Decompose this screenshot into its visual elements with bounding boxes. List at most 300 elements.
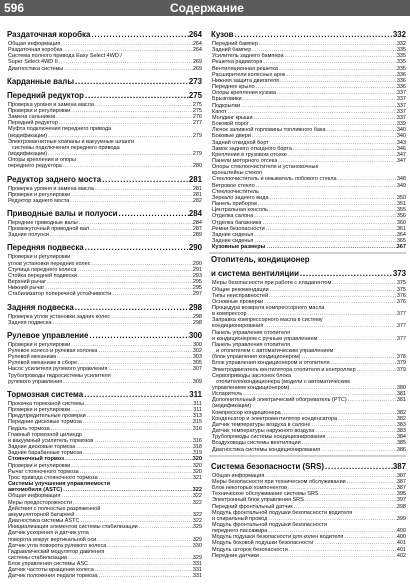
toc-entry-page: 387	[396, 472, 406, 479]
toc-entry-page: 379	[396, 366, 406, 373]
toc-entry-page: 381	[396, 397, 406, 404]
toc-entry-title: Нижний рычаг	[8, 285, 45, 292]
toc-entry-title: Модуль фронтальной подушки безопасности	[212, 521, 328, 528]
toc-entry-page: 376	[396, 292, 406, 299]
toc-entry-title: Сервоприводы заслонок блока	[212, 372, 292, 379]
toc-entry-page: 329	[192, 524, 202, 531]
toc-entry-page: 331	[192, 573, 202, 580]
toc-entry-title: Приводные валы и полуоси	[7, 208, 118, 218]
dot-leader	[299, 269, 393, 278]
toc-entry-title: Проверки и регулировки	[8, 462, 71, 469]
toc-entry-title: Панель управления отопителя	[212, 329, 291, 336]
toc-entry-title: Проверки и регулировки	[8, 254, 71, 261]
toc-entry-title: Переднее крыло	[212, 84, 255, 91]
dot-leader	[117, 209, 188, 218]
toc-entry-page: 275	[192, 101, 202, 108]
dot-leader	[234, 30, 393, 39]
toc-section-heading[interactable]	[209, 255, 406, 264]
toc-entry-page: 376	[396, 298, 406, 305]
toc-entry-page: 320	[192, 456, 202, 463]
toc-entry-title: аккумуляторной батареей	[8, 511, 75, 518]
toc-entry-title: Опоры крепления кузова	[212, 90, 276, 97]
toc-entry-title: Стабилизатор поперечной устойчивости	[8, 291, 112, 298]
toc-entry-page: 290	[192, 260, 202, 267]
toc-entry-page: 269	[192, 59, 202, 66]
toc-entry-page: 298	[192, 319, 202, 326]
toc-entry-title: Электродвигатель вентилятора отопителя и контроллер	[212, 366, 356, 373]
toc-entry-title: Промежуточный приводной вал	[8, 226, 90, 233]
toc-entry-page: 297	[192, 291, 202, 298]
toc-entry-title: Зеркало заднего вида	[212, 194, 269, 201]
toc-entry-page: 281	[192, 185, 202, 192]
toc-entry-page: 322	[192, 493, 202, 500]
toc-entry-page: 307	[192, 366, 202, 373]
toc-entry-title: Диагностика системы	[8, 65, 64, 72]
toc-entry-page: 322	[192, 487, 202, 494]
toc-entry-page: 320	[192, 462, 202, 469]
section-divider	[209, 252, 406, 254]
toc-entry-title: Рулевой механизм	[8, 354, 56, 361]
toc-section-heading[interactable]	[209, 269, 406, 278]
toc-entry-page: 298	[192, 313, 202, 320]
toc-entry-title: Действия с полностью разряженной	[8, 505, 101, 512]
toc-entry-page: 264	[188, 30, 202, 39]
toc-entry-title: Рулевое управление	[7, 330, 89, 340]
toc-entry-title: Передняя подвеска	[7, 243, 84, 253]
toc-entry-page: 387	[396, 485, 406, 492]
toc-entry[interactable]	[5, 198, 202, 204]
toc-entry-page: 276	[192, 114, 202, 121]
toc-subsection-heading[interactable]	[209, 244, 406, 250]
toc-entry-page: 335	[396, 59, 406, 66]
toc-entry[interactable]	[209, 553, 406, 559]
toc-entry-page: 293	[192, 272, 202, 279]
toc-entry-page: 340	[396, 127, 406, 134]
toc-entry-title: Задняя подвеска	[7, 302, 74, 312]
toc-entry-page: 340	[396, 133, 406, 140]
toc-entry-page: 337	[396, 114, 406, 121]
toc-entry-title: Главный тормозной цилиндр	[8, 431, 82, 438]
toc-entry-title: Датчик угла поворота рулевого колеса	[8, 542, 107, 549]
toc-entry-title: Верхний рычаг	[8, 279, 47, 286]
toc-entry-title: Модуль фронтальной подушки безопасности водителя	[212, 509, 353, 516]
toc-entry-page: 375	[396, 286, 406, 293]
page-title: Содержание	[170, 1, 244, 15]
toc-entry-page: 302	[192, 348, 202, 354]
toc-entry[interactable]	[5, 232, 202, 238]
dot-leader	[106, 543, 193, 549]
toc-entry-title: Испаритель	[212, 391, 243, 398]
toc-entry-title: Датчик ускорения и датчик угла	[8, 530, 89, 537]
toc-entry-page: 378	[396, 354, 406, 361]
toc-entry-title: и кондиционером с ручным управлением	[212, 335, 318, 342]
toc-entry-title: Датчик температуры наружного воздуха	[212, 428, 315, 435]
toc-entry-page: 346	[396, 145, 406, 152]
toc-entry-page: 356	[396, 213, 406, 220]
toc-entry-title: Меры предосторожности	[8, 499, 72, 506]
toc-entry-title: Педаль тормоза	[8, 425, 50, 432]
toc-entry-page: 347	[396, 151, 406, 158]
page-header	[0, 0, 410, 16]
dot-leader	[111, 291, 192, 297]
dot-leader	[88, 331, 188, 340]
toc-entry-title: и система вентиляции	[211, 269, 299, 279]
toc-entry-title: и вакуумный усилитель тормозов	[8, 437, 94, 444]
toc-entry-page: 384	[396, 434, 406, 441]
toc-entry-page: 347	[396, 157, 406, 164]
toc-entry-title: Проверка уровня и замена масла	[8, 185, 94, 192]
toc-entry[interactable]	[5, 163, 202, 169]
toc-entry-title: Электромагнитные клапаны и вакуумные шланги	[8, 138, 135, 145]
toc-entry-title: Задний бампер	[212, 47, 252, 54]
toc-entry-title: Передние приводные валы	[8, 219, 78, 226]
toc-entry-page: 383	[396, 428, 406, 435]
toc-entry-page: 322	[192, 511, 202, 518]
toc-entry-page: 335	[396, 53, 406, 60]
toc-entry-title: Капот	[212, 108, 227, 115]
toc-entry-title: Вентиляционная решетка	[212, 65, 278, 72]
toc-entry-page: 318	[192, 444, 202, 451]
toc-entry-page: 264	[192, 47, 202, 54]
toc-entry-title: переднего редуктора	[8, 163, 62, 170]
toc-entry-title: Передний фронтальный датчик	[212, 503, 293, 510]
toc-entry-page: 319	[192, 450, 202, 457]
toc-entry-title: системы стабилизации	[8, 554, 67, 561]
toc-entry-title: Передние дисковые тормоза	[8, 419, 82, 426]
toc-entry-title: Проверки и регулировки	[8, 407, 71, 414]
toc-entry-page: 279	[192, 132, 202, 139]
toc-section-heading[interactable]	[5, 209, 202, 218]
toc-entry-title: Задние сиденья	[212, 238, 254, 244]
toc-entry[interactable]	[5, 573, 202, 579]
toc-entry-page: 386	[396, 446, 406, 453]
section-divider	[209, 455, 406, 457]
toc-entry-page: 275	[188, 90, 202, 100]
toc-entry-page: 377	[396, 323, 406, 330]
toc-entry-title: Передний редуктор	[8, 120, 58, 127]
dot-leader	[347, 397, 397, 403]
toc-entry-title: Отопитель, кондиционер	[211, 255, 310, 265]
toc-column-right	[209, 30, 406, 559]
toc-entry-page: 360	[396, 219, 406, 226]
toc-entry-title: кондиционирования	[212, 323, 264, 330]
toc-entry-title: Отделка салона	[212, 213, 254, 220]
toc-entry-page: 329	[192, 536, 202, 543]
toc-entry-title: Кузов	[211, 30, 234, 39]
toc-entry-title: Датчик температуры воздуха в салоне	[212, 421, 311, 428]
toc-entry-page: 348	[396, 176, 406, 183]
toc-entry-title: Задние полуоси	[8, 232, 49, 239]
toc-entry[interactable]	[5, 379, 202, 385]
toc-entry-title: Нижняя защита двигателя	[212, 77, 280, 84]
toc-entry-page: 401	[396, 546, 406, 553]
toc-entry-title: Панель приборов	[212, 201, 257, 208]
toc-entry-title: Рулевой механизм в сборе	[8, 360, 78, 367]
toc-entry-page: 380	[396, 385, 406, 392]
dot-leader	[98, 573, 193, 579]
toc-entry-title: Центральная консоль	[212, 207, 268, 214]
toc-entry-title: Ремни безопасности	[212, 225, 265, 232]
toc-entry-title: кронштейны стекол	[212, 170, 262, 177]
dot-leader	[255, 183, 397, 189]
toc-entry-page: 337	[396, 102, 406, 109]
toc-entry-title: Датчик частоты вращения колеса	[8, 567, 94, 574]
toc-entry-page: 364	[396, 231, 406, 238]
toc-entry-page: 337	[396, 108, 406, 115]
toc-entry-title: Прокачка тормозной системы	[8, 400, 84, 407]
toc-entry-page: 321	[192, 474, 202, 481]
toc-section-heading[interactable]	[5, 91, 202, 100]
toc-section-heading[interactable]	[5, 331, 202, 340]
toc-entry-title: Меры безопасности при работе с хладагентом	[212, 280, 332, 287]
toc-entry-title: Рычаг стояночного тормоза	[8, 468, 79, 475]
toc-entry-page: 291	[192, 266, 202, 273]
toc-section-heading[interactable]	[5, 30, 202, 39]
toc-entry-page: 377	[396, 335, 406, 342]
toc-entry-title: (блок управления кондиционером)	[212, 354, 301, 361]
toc-entry-title: Конденсатор и электровентилятор конденсатора	[212, 415, 338, 422]
toc-entry-page: 339	[396, 121, 406, 128]
toc-entry-page: 279	[192, 151, 202, 158]
toc-entry-title: Процедура возврата компрессорного масла	[212, 304, 325, 311]
toc-entry-page: 320	[192, 468, 202, 475]
page-number: 596	[4, 1, 25, 15]
toc-entry-page: 322	[192, 499, 202, 506]
toc-entry-page: 382	[396, 415, 406, 422]
toc-entry-page: 315	[192, 419, 202, 426]
toc-entry-title: Инициализация элементов системы стабилизации	[8, 524, 138, 531]
toc-entry-title: Редуктор заднего моста	[7, 174, 102, 184]
toc-entry-title: Лючок заливной горловины топливного бака	[212, 127, 326, 134]
toc-entry-title: Трубопроводы системы кондиционирования	[212, 434, 326, 441]
toc-entry-page: 337	[396, 90, 406, 97]
toc-entry-title: Модуль подушки безопасности для колен водителя	[212, 534, 344, 541]
toc-entry-page: 379	[396, 360, 406, 367]
toc-entry-page: 375	[396, 280, 406, 287]
toc-entry-page: 351	[396, 201, 406, 208]
toc-section-heading[interactable]	[5, 390, 202, 399]
toc-entry-title: Проверки и регулировки	[8, 191, 71, 198]
dot-leader	[317, 336, 397, 342]
toc-entry-title: Передний редуктор	[7, 90, 84, 100]
toc-entry-title: Усилитель заднего бампера	[212, 53, 284, 60]
toc-entry-page: 298	[188, 302, 202, 312]
toc-entry-title: Задняя подвеска	[8, 319, 52, 326]
dot-leader	[84, 91, 189, 100]
toc-entry[interactable]	[5, 291, 202, 297]
toc-entry-page: 295	[192, 279, 202, 286]
toc-entry-title: Редуктор заднего моста	[8, 197, 70, 204]
dot-leader	[62, 379, 193, 385]
toc-section-heading[interactable]	[209, 30, 406, 39]
toc-entry-title: автомобиля (ASTC)	[8, 487, 63, 494]
toc-entry-page: 284	[188, 208, 202, 218]
toc-entry-page: 300	[192, 341, 202, 348]
toc-entry-title: Передний бампер	[212, 41, 258, 47]
toc-entry-title: Кузовные размеры	[212, 244, 266, 251]
toc-entry-title: Система безопасности (SRS)	[211, 461, 325, 471]
toc-entry-title: Трос привода стояночного тормоза	[8, 474, 98, 481]
toc-section-heading[interactable]	[5, 243, 202, 252]
toc-entry-title: Системы улучшения управляемости	[8, 481, 111, 488]
toc-entry-page: 331	[192, 561, 202, 568]
toc-entry-title: Проверка углов установки задних колес	[8, 313, 111, 320]
toc-entry-page: 335	[396, 47, 406, 54]
toc-entry-page: 303	[192, 354, 202, 361]
toc-section-heading[interactable]	[209, 462, 406, 471]
toc-entry-page: 365	[396, 238, 406, 244]
toc-entry-title: Муфта подключения переднего привода	[8, 126, 112, 133]
toc-entry-title: Замена сальников	[8, 114, 56, 121]
toc-entry-page: 361	[396, 225, 406, 232]
dot-leader	[107, 366, 193, 372]
toc-entry-page: 398	[396, 503, 406, 510]
toc-entry-page: 316	[192, 437, 202, 444]
toc-entry-page: 281	[192, 191, 202, 198]
toc-entry-title: Раздаточная коробка	[7, 30, 91, 39]
dot-leader	[138, 524, 193, 530]
toc-section-heading[interactable]	[5, 77, 202, 86]
toc-entry-title: Боковые двери	[212, 133, 251, 140]
toc-entry-title: Система полного привода Easy Select 4WD /	[8, 53, 122, 60]
toc-entry-title: в компрессор	[212, 311, 247, 318]
toc-entry-title: Опоры стеклоочистителя и установочные	[212, 164, 319, 171]
dot-leader	[84, 243, 189, 252]
toc-entry-page: 281	[188, 174, 202, 184]
toc-entry-page: 402	[396, 552, 406, 559]
toc-entry-page: 336	[396, 84, 406, 91]
toc-entry-title: Задние барабанные тормоза	[8, 450, 83, 457]
toc-entry-title: Стойка передней подвески	[8, 272, 77, 279]
toc-entry-page: 343	[396, 139, 406, 146]
toc-entry-title: Насос усилителя рулевого управления	[8, 366, 108, 373]
toc-entry-page: 355	[396, 207, 406, 214]
toc-entry-page: 295	[192, 285, 202, 292]
toc-entry-title: Техническое обслуживание системы SRS	[212, 491, 319, 498]
dot-leader	[90, 30, 188, 39]
toc-entry-title: Опоры крепления и опоры	[8, 157, 76, 164]
toc-entry-title: (модификации)	[212, 403, 252, 410]
toc-entry-title: Общая информация	[212, 472, 265, 479]
toc-entry-title: отопителя/кондиционера (модели с автоматическим	[216, 378, 350, 385]
toc-entry-page: 400	[396, 528, 406, 535]
toc-entry-page: 277	[192, 120, 202, 127]
toc-entry-page: 287	[192, 226, 202, 233]
toc-entry-title: Меры безопасности при техническом обслуживании	[212, 478, 346, 485]
toc-entry-page: 311	[189, 389, 202, 399]
toc-entry-title: Воздуховоды системы вентиляции	[212, 440, 301, 447]
toc-entry-page: 269	[192, 65, 202, 72]
toc-entry-page: 311	[193, 400, 202, 407]
toc-entry-title: и отопителем с автоматическим управлением	[216, 348, 334, 355]
toc-entry-title: Общая информация	[8, 493, 61, 500]
toc-column-left	[5, 30, 202, 580]
toc-entry-page: 383	[396, 421, 406, 428]
toc-entry-title: Панель управления отопителя	[212, 341, 291, 348]
dot-leader	[83, 390, 189, 399]
dot-leader	[101, 175, 189, 184]
toc-entry-page: 349	[396, 182, 406, 189]
toc-section-heading[interactable]	[5, 175, 202, 184]
toc-section-heading[interactable]	[5, 303, 202, 312]
toc-entry-title: системы подключения переднего привода	[12, 144, 120, 151]
toc-entry-title: Молдинг крыши	[212, 114, 253, 121]
toc-entry-page: 282	[192, 197, 202, 204]
toc-entry-title: Диагностика системы ASTC	[8, 518, 80, 525]
toc-entry-page: 387	[392, 461, 406, 471]
toc-entry-title: Заправка компрессорного масла в систему	[212, 317, 323, 324]
toc-entry-title: углов установки передних колес	[8, 260, 91, 267]
toc-entry-page: 316	[192, 425, 202, 432]
toc-entry-page: 335	[396, 65, 406, 72]
toc-entry-title: Общая информация	[8, 41, 61, 47]
dot-leader	[74, 77, 189, 86]
toc-entry-title: Ветровое стекло	[212, 182, 255, 189]
toc-entry-title: Задние сиденья	[212, 231, 254, 238]
toc-entry-title: Подкрылки	[212, 102, 241, 109]
toc-entry-title: Решетка радиатора	[212, 59, 263, 66]
toc-entry-title: Блок управления кондиционером и отопителя	[212, 360, 330, 367]
toc-entry-title: Электронный блок управления SRS	[212, 497, 304, 504]
toc-entry-page: 332	[396, 41, 406, 47]
dot-leader	[320, 447, 397, 453]
dot-leader	[356, 367, 397, 373]
toc-entry-title: Диагностика системы кондиционирования	[212, 446, 321, 453]
toc-entry-title: Расширители колесных арок	[212, 71, 286, 78]
toc-entry-page: 332	[392, 30, 406, 39]
toc-entry-title: Панели моторного отсека	[212, 157, 278, 164]
toc-entry-page: 397	[396, 497, 406, 504]
dot-leader	[74, 303, 189, 312]
dot-leader	[324, 462, 393, 471]
toc-entry-page: 309	[192, 378, 202, 385]
toc-entry-title: управлением кондиционером)	[212, 385, 290, 392]
toc-entry-title: Стеклоочиститель и омыватель лобового стекла	[212, 176, 337, 183]
toc-entry-title: Датчик положения педали тормоза	[8, 573, 98, 580]
toc-entry-title: Рулевое колесо и рулевая колонка	[8, 348, 98, 354]
toc-entry-title: Отделка багажника	[212, 219, 262, 226]
toc-entry-title: Основные проверки	[212, 298, 264, 305]
toc-entry-title: Гидравлический модулятор давления	[8, 548, 105, 555]
toc-entry[interactable]	[5, 66, 202, 72]
dot-leader	[265, 244, 396, 250]
toc-entry-page: 387	[396, 478, 406, 485]
dot-leader	[98, 475, 193, 481]
toc-entry-page: 273	[188, 76, 202, 86]
toc-entry[interactable]	[209, 447, 406, 453]
toc-entry-title: Предупредительные проверки	[8, 413, 86, 420]
toc-entry-title: Проверки и регулировки	[8, 107, 71, 114]
dot-leader	[259, 553, 397, 559]
toc-entry-title: (модификации)	[8, 151, 48, 158]
toc-entry-page: 377	[396, 311, 406, 318]
toc-entry-page: 350	[396, 194, 406, 201]
toc-entry-page: 275	[192, 107, 202, 114]
toc-entry-page: 337	[396, 96, 406, 103]
toc-entry-title: Общие рекомендации	[212, 286, 269, 293]
toc-entry-title: Передние датчики	[212, 552, 259, 559]
toc-entry-page: 330	[192, 542, 202, 549]
toc-entry-title: Боковой порог	[212, 121, 249, 128]
toc-entry-page: 395	[396, 491, 406, 498]
toc-entry-title: переднего пассажира	[212, 528, 268, 535]
toc-entry-page: 381	[396, 391, 406, 398]
toc-entry-page: 336	[396, 77, 406, 84]
toc-entry-page: 313	[192, 413, 202, 420]
toc-entry[interactable]	[5, 320, 202, 326]
toc-entry-page: 336	[396, 71, 406, 78]
toc-entry-title: Модуль шторок безопасности	[212, 546, 288, 553]
